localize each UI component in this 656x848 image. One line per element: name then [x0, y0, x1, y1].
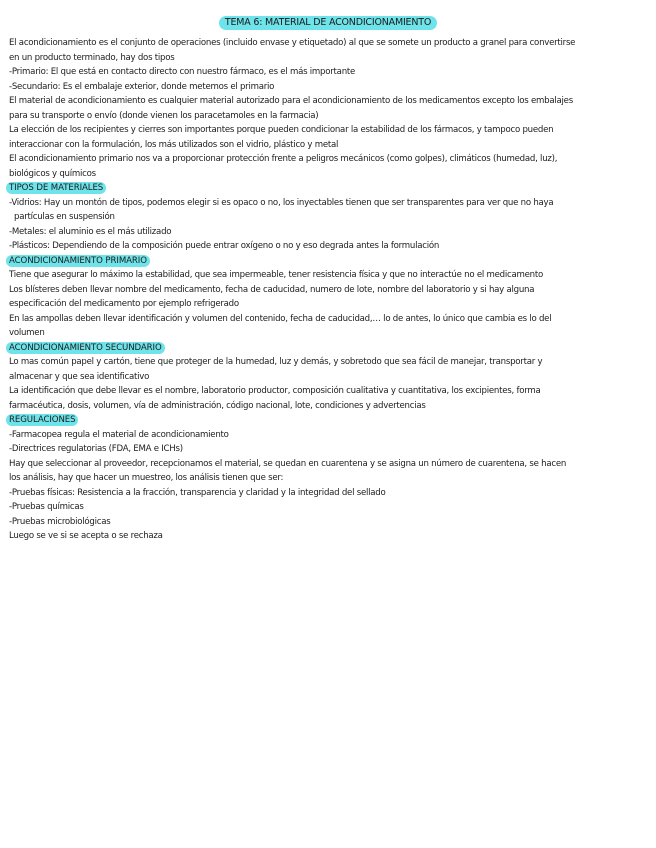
text-line: -Secundario: Es el embalaje exterior, donde metemos el primario: [9, 81, 275, 92]
text-line: los análisis, hay que hacer un muestreo, los análisis tienen que ser:: [9, 473, 284, 483]
text-line: interaccionar con la formulación, los más utilizados son el vidrio, plástico y metal: [9, 139, 339, 150]
section-heading: REGULACIONES: [6, 414, 78, 426]
text-line: Los blísteres deben llevar nombre del medicamento, fecha de caducidad, numero de lote, nombre del laboratorio y si hay alguna: [9, 284, 535, 295]
document-title: TEMA 6: MATERIAL DE ACONDICIONAMIENTO: [219, 16, 437, 30]
text-line: almacenar y que sea identificativo: [9, 371, 150, 382]
text-line: en un producto terminado, hay dos tipos: [9, 52, 175, 63]
text-line: partículas en suspensión: [14, 212, 115, 222]
text-line: La identificación que debe llevar es el nombre, laboratorio productor, composición cualitativa y cuantitativa, los excipientes, forma: [9, 386, 541, 396]
text-line: -Vidrios: Hay un montón de tipos, podemos elegir si es opaco o no, los inyectables tienen que ser transparentes para ver que no haya: [9, 197, 554, 208]
section-heading: TIPOS DE MATERIALES: [6, 182, 106, 194]
text-line: Tiene que asegurar lo máximo la estabilidad, que sea impermeable, tener resistencia física y que no interactúe no el medicamento: [9, 270, 543, 280]
text-line: especificación del medicamento por ejemplo refrigerado: [9, 299, 239, 309]
text-line: -Pruebas químicas: [9, 502, 84, 512]
section-heading: ACONDICIONAMIENTO PRIMARIO: [6, 255, 150, 267]
text-line: La elección de los recipientes y cierres son importantes porque pueden condicionar la estabilidad de los fármacos, y tampoco pueden: [9, 125, 554, 135]
text-line: El acondicionamiento primario nos va a proporcionar protección frente a peligros mecánicos (como golpes), climáticos (humedad, luz),: [9, 154, 558, 164]
text-line: para su transporte o envío (donde vienen los paracetamoles en la farmacia): [9, 110, 319, 121]
text-line: El material de acondicionamiento es cualquier material autorizado para el acondicionamiento de los medicamentos excepto los embalajes: [9, 96, 573, 106]
text-line: -Pruebas físicas: Resistencia a la fracción, transparencia y claridad y la integridad del sellado: [9, 487, 386, 498]
text-line: -Plásticos: Dependiendo de la composición puede entrar oxígeno o no y eso degrada antes la formulación: [9, 241, 440, 251]
text-line: biológicos y químicos: [9, 168, 96, 179]
text-line: -Pruebas microbiológicas: [9, 516, 111, 527]
text-line: farmacéutica, dosis, volumen, vía de administración, código nacional, lote, condiciones y advertencias: [9, 400, 426, 411]
intro-block: [9, 36, 637, 181]
text-line: Luego se ve si se acepta o se rechaza: [9, 531, 163, 541]
text-line: Hay que seleccionar al proveedor, recepcionamos el material, se quedan en cuarentena y se asigna un número de cuarentena, se hacen: [9, 458, 567, 469]
document-body: [9, 36, 637, 544]
text-line: volumen: [9, 328, 45, 338]
text-line: -Primario: El que está en contacto directo con nuestro fármaco, es el más importante: [9, 67, 356, 77]
text-line: -Metales: el aluminio es el más utilizado: [9, 226, 172, 237]
text-line: Lo mas común papel y cartón, tiene que proteger de la humedad, luz y demás, y sobretodo que sea fácil de manejar, transportar y: [9, 357, 543, 367]
text-line: -Directrices regulatorias (FDA, EMA e ICHs): [9, 444, 183, 454]
text-line: -Farmacopea regula el material de acondicionamiento: [9, 429, 229, 440]
section-tipos-de-materiales: [9, 181, 637, 254]
section-heading: ACONDICIONAMIENTO SECUNDARIO: [6, 342, 165, 354]
section-acondicionamiento-primario: [9, 254, 637, 341]
section-regulaciones: [9, 413, 637, 544]
section-acondicionamiento-secundario: [9, 341, 637, 414]
text-line: En las ampollas deben llevar identificación y volumen del contenido, fecha de caducidad,… lo de antes, lo único que cambia es lo del: [9, 313, 552, 324]
text-line: El acondicionamiento es el conjunto de operaciones (incluido envase y etiquetado) al que se somete un producto a granel para convertirse: [9, 38, 576, 48]
title-row: [0, 10, 656, 30]
